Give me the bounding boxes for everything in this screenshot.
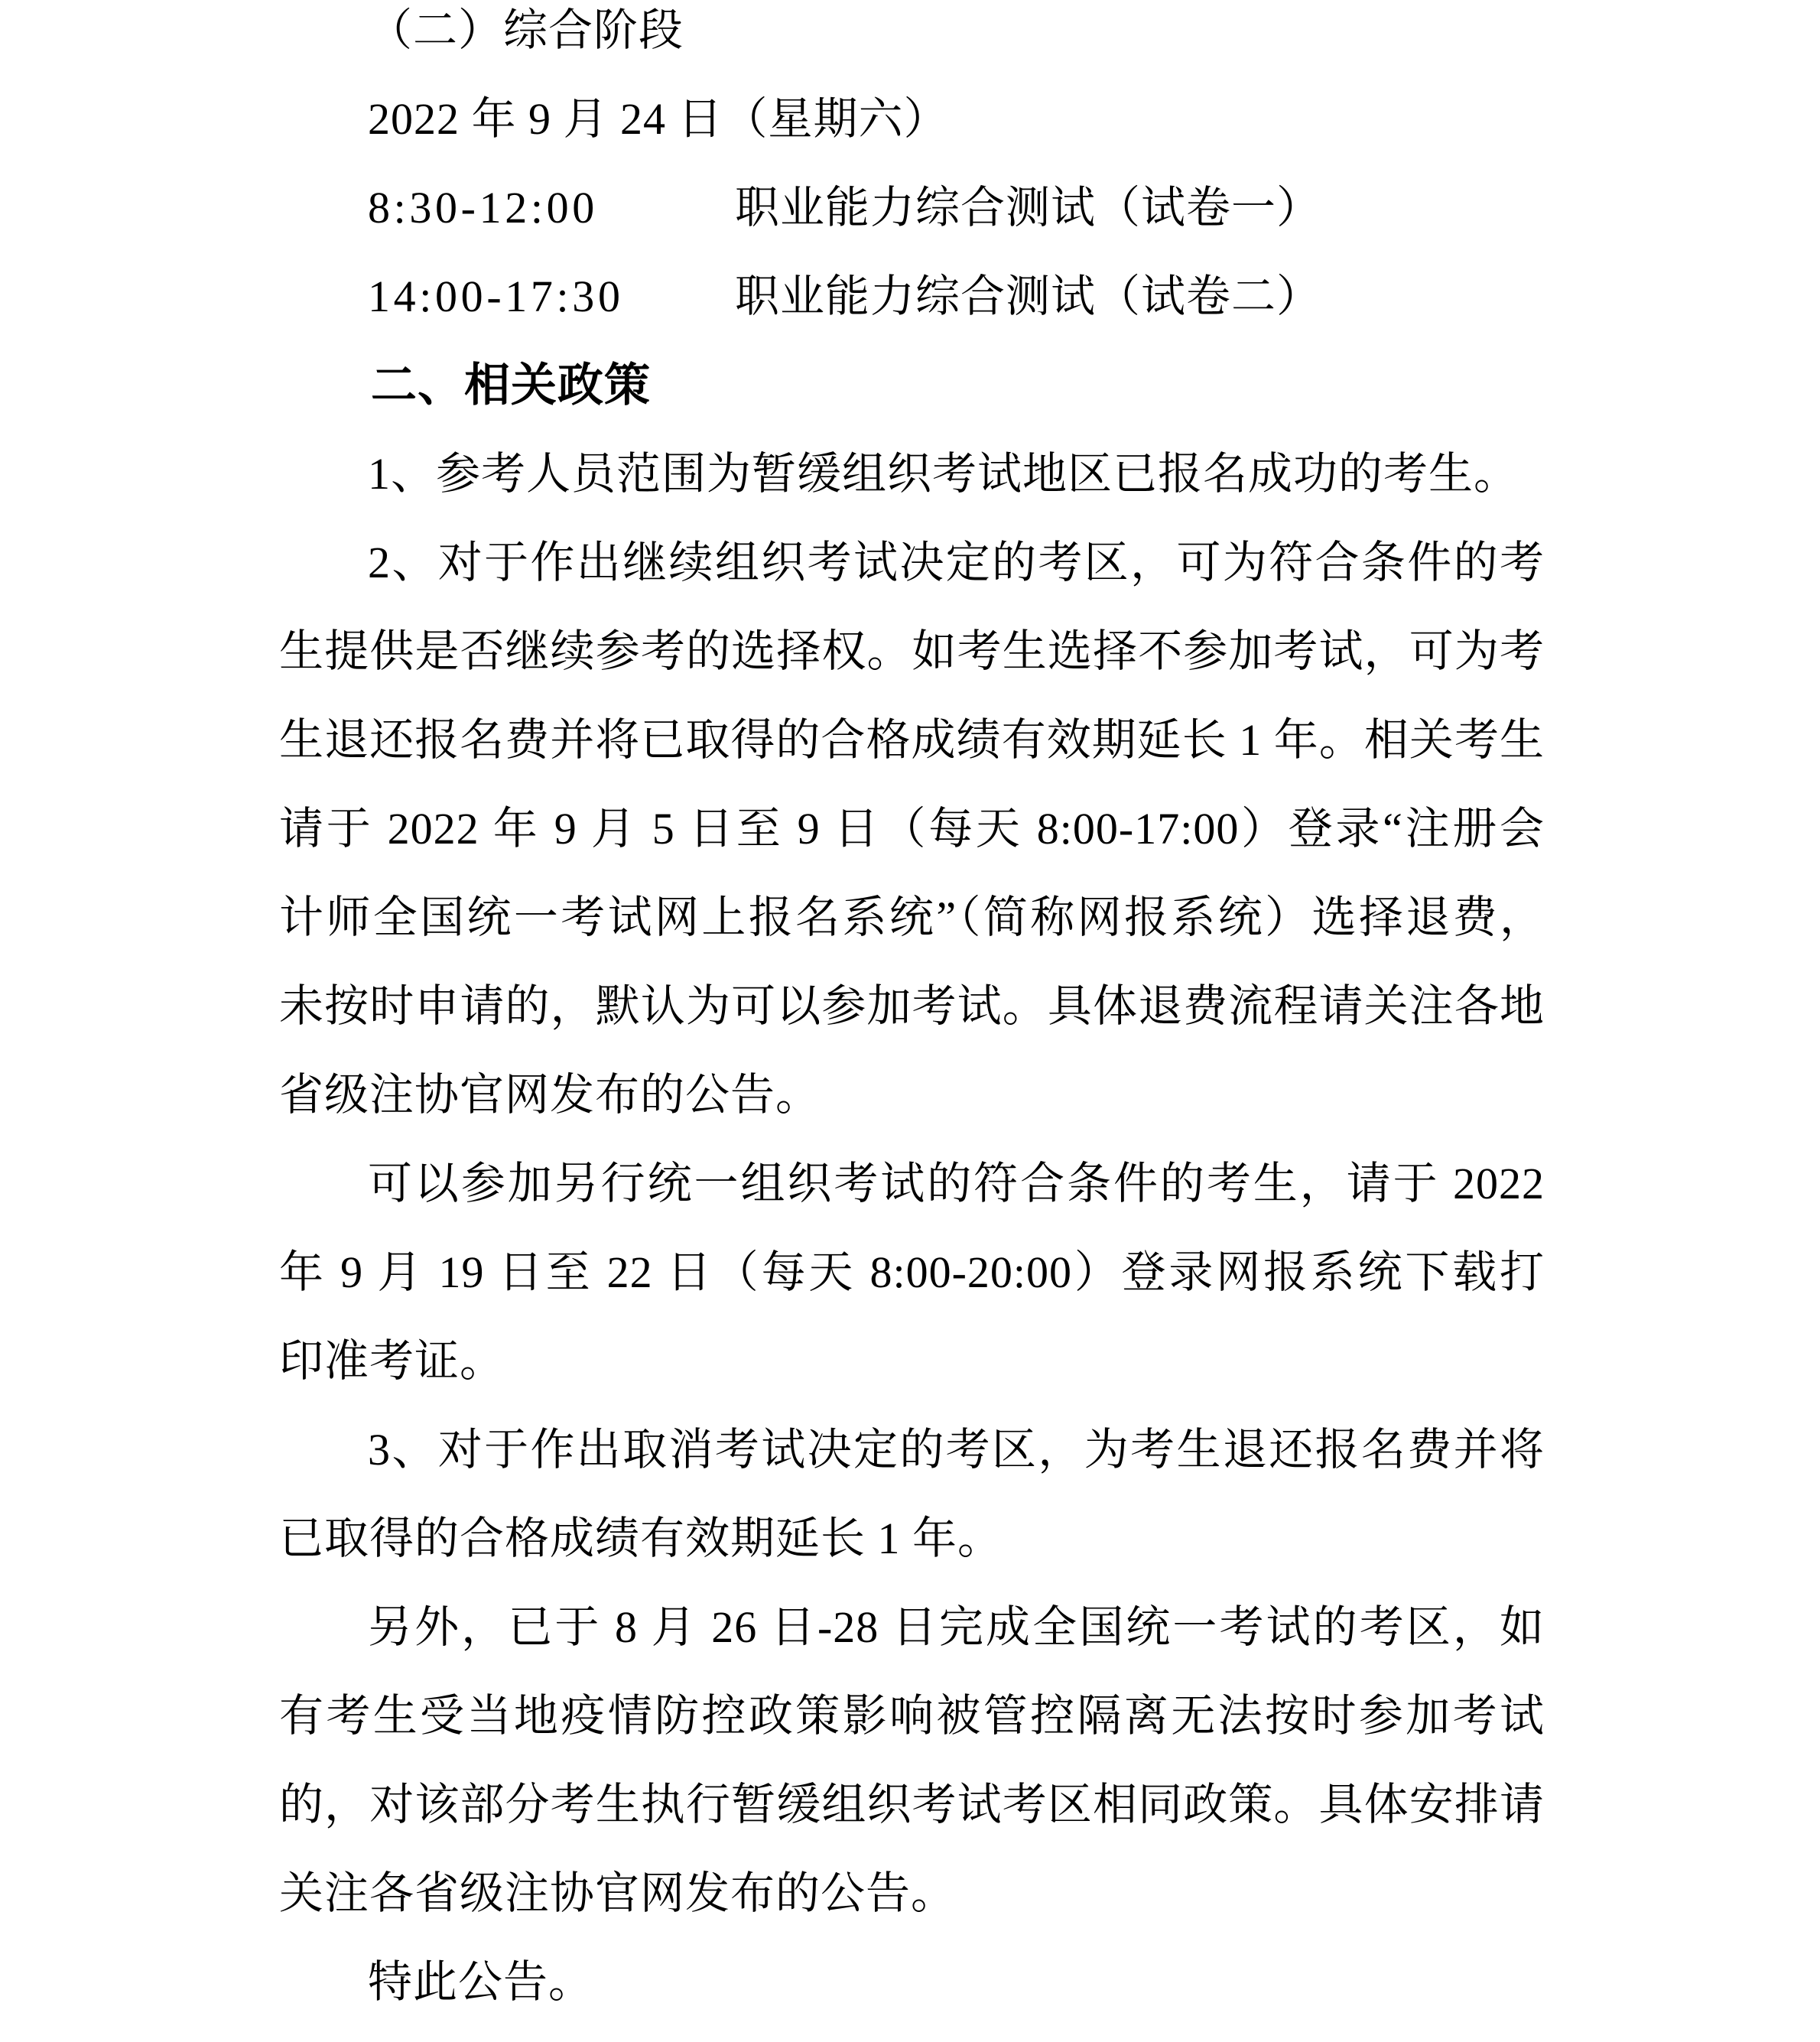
policy-line-18: 特此公告。 xyxy=(368,1957,594,2007)
policy-line-12: 3、对于作出取消考试决定的考区，为考生退还报名费并将 xyxy=(368,1425,1545,1475)
document-body xyxy=(279,0,1545,2027)
policy-line-13: 已取得的合格成绩有效期延长 1 年。 xyxy=(279,1514,1003,1563)
policy-line-17: 关注各省级注协官网发布的公告。 xyxy=(279,1868,957,1918)
schedule-time-1: 8:30-12:00 xyxy=(368,183,598,232)
policy-line-10: 年 9 月 19 日至 22 日（每天 8:00-20:00）登录网报系统下载打 xyxy=(279,1247,1545,1297)
policy-line-3: 生提供是否继续参考的选择权。如考生选择不参加考试，可为考 xyxy=(279,626,1545,676)
policy-line-2: 2、对于作出继续组织考试决定的考区，可为符合条件的考 xyxy=(368,538,1545,587)
policy-line-6: 计师全国统一考试网上报名系统”（简称网报系统）选择退费， xyxy=(279,893,1545,942)
subsection-heading: （二）综合阶段 xyxy=(368,5,684,55)
schedule-subject-1: 职业能力综合测试（试卷一） xyxy=(735,183,1322,232)
policy-line-16: 的，对该部分考生执行暂缓组织考试考区相同政策。具体安排请 xyxy=(279,1780,1545,1829)
schedule-row-2 xyxy=(279,252,1545,341)
policy-line-8: 省级注协官网发布的公告。 xyxy=(279,1070,821,1120)
schedule-subject-2: 职业能力综合测试（试卷二） xyxy=(735,272,1322,321)
policy-line-11: 印准考证。 xyxy=(279,1336,505,1386)
policy-line-1: 1、参考人员范围为暂缓组织考试地区已报名成功的考生。 xyxy=(368,449,1519,499)
policy-line-5: 请于 2022 年 9 月 5 日至 9 日（每天 8:00-17:00）登录“注册会 xyxy=(279,804,1545,854)
policy-line-14: 另外，已于 8 月 26 日-28 日完成全国统一考试的考区，如 xyxy=(368,1602,1545,1652)
policy-line-15: 有考生受当地疫情防控政策影响被管控隔离无法按时参加考试 xyxy=(279,1691,1545,1741)
policy-line-7: 未按时申请的，默认为可以参加考试。具体退费流程请关注各地 xyxy=(279,981,1545,1031)
policy-line-4: 生退还报名费并将已取得的合格成绩有效期延长 1 年。相关考生 xyxy=(279,715,1545,765)
policy-line-9: 可以参加另行统一组织考试的符合条件的考生，请于 2022 xyxy=(368,1159,1545,1208)
schedule-time-2: 14:00-17:30 xyxy=(368,272,624,321)
exam-date-line: 2022 年 9 月 24 日（星期六） xyxy=(368,94,949,144)
policy-section-heading: 二、相关政策 xyxy=(371,359,651,411)
schedule-row-1 xyxy=(279,164,1545,252)
